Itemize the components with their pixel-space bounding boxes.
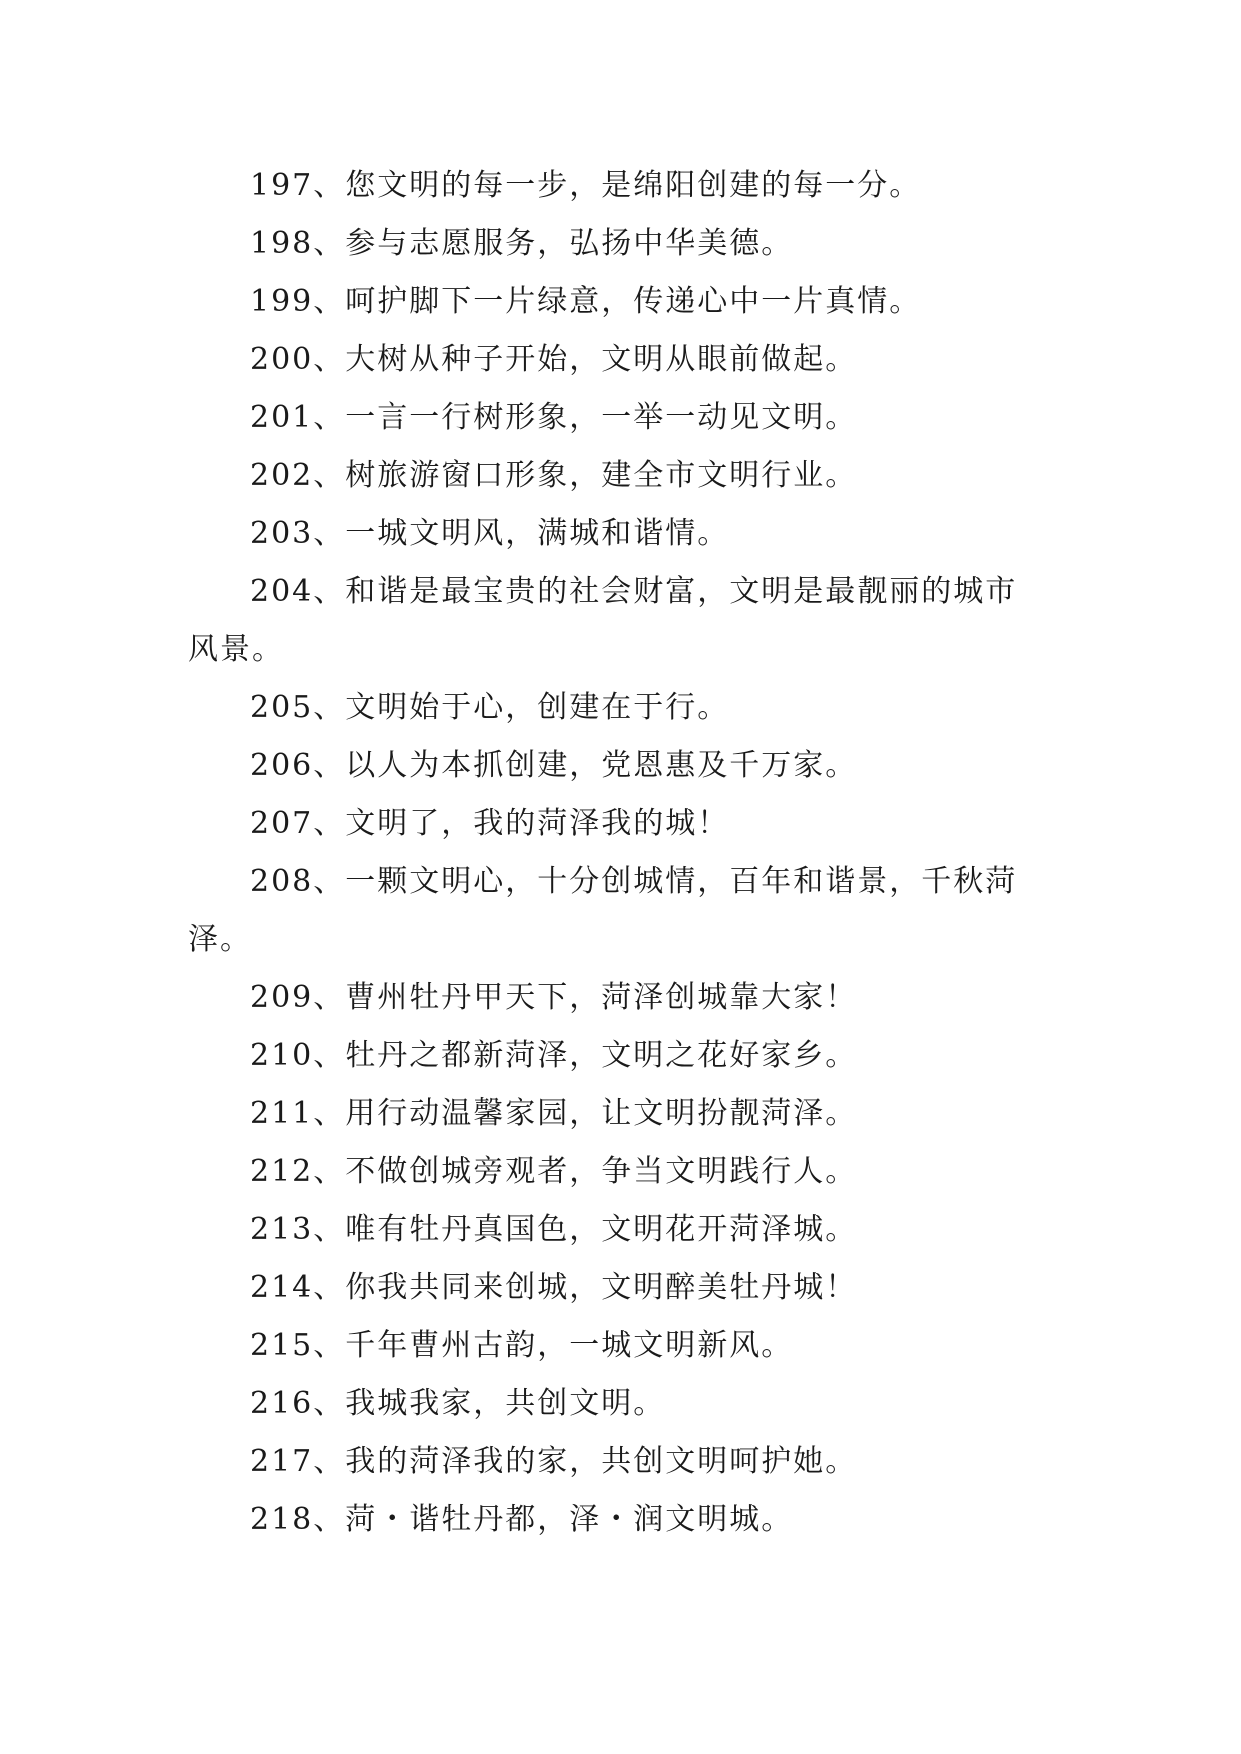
list-item: 218、菏・谐牡丹都，泽・润文明城。 (250, 1502, 794, 1537)
list-item-text: 208、一颗文明心，十分创城情，百年和谐景，千秋菏 (250, 864, 1018, 899)
list-item: 203、一城文明风，满城和谐情。 (250, 516, 730, 551)
list-item: 201、一言一行树形象，一举一动见文明。 (250, 400, 858, 435)
list-item: 215、千年曹州古韵，一城文明新风。 (250, 1328, 794, 1363)
list-item: 197、您文明的每一步，是绵阳创建的每一分。 (250, 168, 922, 203)
list-item: 205、文明始于心，创建在于行。 (250, 690, 730, 725)
list-item-text: 204、和谐是最宝贵的社会财富，文明是最靓丽的城市 (250, 574, 1018, 609)
list-item: 198、参与志愿服务，弘扬中华美德。 (250, 226, 794, 261)
slogan-list (188, 157, 1058, 1549)
list-item: 200、大树从种子开始，文明从眼前做起。 (250, 342, 858, 377)
list-item: 206、以人为本抓创建，党恩惠及千万家。 (250, 748, 858, 783)
list-item: 213、唯有牡丹真国色，文明花开菏泽城。 (250, 1212, 858, 1247)
list-item: 217、我的菏泽我的家，共创文明呵护她。 (250, 1444, 858, 1479)
list-item: 202、树旅游窗口形象，建全市文明行业。 (250, 458, 858, 493)
list-item (188, 853, 1058, 969)
list-item: 210、牡丹之都新菏泽，文明之花好家乡。 (250, 1038, 858, 1073)
list-item: 211、用行动温馨家园，让文明扮靓菏泽。 (250, 1096, 858, 1131)
list-item: 214、你我共同来创城，文明醉美牡丹城！ (250, 1270, 858, 1305)
list-item: 209、曹州牡丹甲天下，菏泽创城靠大家！ (250, 980, 858, 1015)
list-item: 212、不做创城旁观者，争当文明践行人。 (250, 1154, 858, 1189)
list-item: 199、呵护脚下一片绿意，传递心中一片真情。 (250, 284, 922, 319)
list-item (188, 563, 1058, 679)
list-item: 207、文明了，我的菏泽我的城！ (250, 806, 730, 841)
list-item: 216、我城我家，共创文明。 (250, 1386, 666, 1421)
list-item-continuation: 泽。 (188, 922, 252, 957)
list-item-continuation: 风景。 (188, 632, 284, 667)
